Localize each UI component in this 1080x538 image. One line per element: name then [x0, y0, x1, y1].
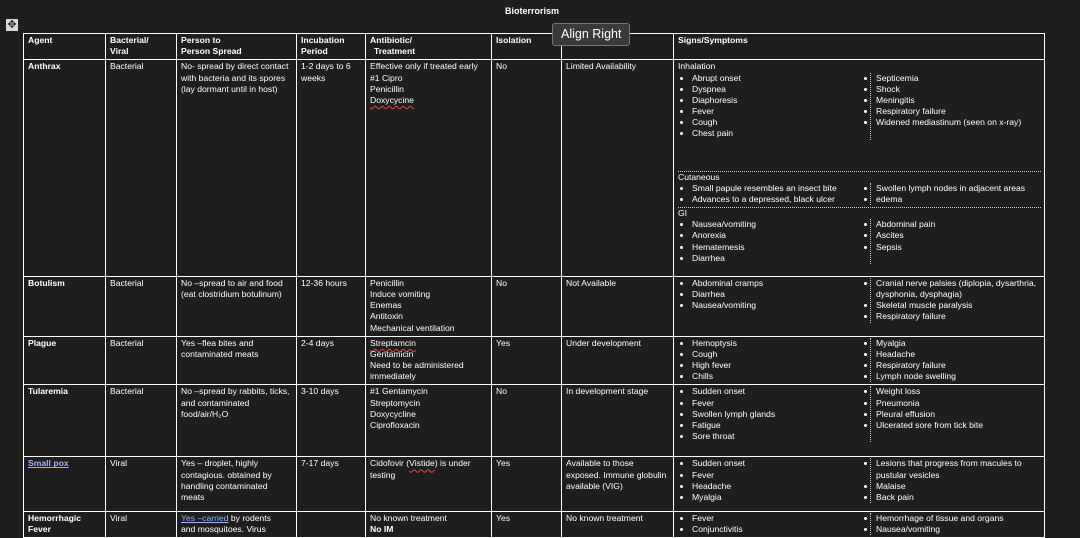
- agent-cell[interactable]: Small pox: [24, 457, 106, 512]
- signs-cell: [674, 457, 1045, 512]
- table-row-tularemia: [24, 385, 1045, 457]
- treatment-cell: Cidofovir (Vistide) is under testing: [366, 457, 492, 512]
- symptom-item: • Cranial nerve palsies (diplopia, dysarthria, dysphonia, dysphagia): [876, 278, 1041, 300]
- symptom-item: • Shock: [876, 84, 1041, 95]
- symptom-item: • Fatigue: [692, 420, 870, 431]
- header-spread: Person to Person Spread: [177, 34, 297, 60]
- spread-cell: Yes –flea bites and contaminated meats: [177, 336, 297, 385]
- table-row-hemorrhagic-fever: [24, 512, 1045, 538]
- symptom-item: • Respiratory failure: [876, 311, 1041, 322]
- incubation-cell: 1-2 days to 6 weeks: [297, 60, 366, 277]
- vaccine-cell: Limited Availability: [562, 60, 674, 277]
- spread-cell: No –spread by rabbits, ticks, and contaminated food/air/H₂O: [177, 385, 297, 457]
- symptom-item: • Abdominal cramps: [692, 278, 870, 289]
- table-row-anthrax: [24, 60, 1045, 277]
- agent-cell: Plague: [24, 336, 106, 385]
- signs-cell: [674, 276, 1045, 336]
- type-cell: Bacterial: [106, 276, 177, 336]
- symptom-item: • Myalgia: [876, 338, 1041, 349]
- symptom-item: • High fever: [692, 360, 870, 371]
- symptom-item: • Hemoptysis: [692, 338, 870, 349]
- symptom-item: • Fever: [692, 513, 870, 524]
- symptom-item: • Meningitis: [876, 95, 1041, 106]
- symptom-item: • Hemorrhage of tissue and organs: [876, 513, 1041, 524]
- symptom-item: • Sepsis: [876, 242, 1041, 253]
- isolation-cell: No: [492, 385, 562, 457]
- symptom-item: • Widened mediastinum (seen on x-ray): [876, 117, 1041, 128]
- spread-cell: No- spread by direct contact with bacteria and its spores (lay dormant until in host): [177, 60, 297, 277]
- type-cell: Bacterial: [106, 385, 177, 457]
- type-cell: Viral: [106, 512, 177, 538]
- align-right-tooltip: Align Right: [552, 23, 630, 46]
- symptom-item: • Back pain: [876, 492, 1041, 503]
- symptom-item: • Ascites: [876, 230, 1041, 241]
- symptom-item: • Sore throat: [692, 431, 870, 442]
- table-move-handle-icon[interactable]: ✥: [7, 19, 17, 31]
- symptom-item: • Pleural effusion: [876, 409, 1041, 420]
- signs-cell: [674, 336, 1045, 385]
- treatment-cell: Effective only if treated early #1 Cipro Penicillin Doxycycine: [366, 60, 492, 277]
- agent-cell: Anthrax: [24, 60, 106, 277]
- incubation-cell: 7-17 days: [297, 457, 366, 512]
- symptom-item: • Septicemia: [876, 73, 1041, 84]
- treatment-cell: Penicillin Induce vomiting Enemas Antitoxin Mechanical ventilation: [366, 276, 492, 336]
- symptom-item: • edema: [876, 194, 1041, 205]
- symptom-item: • Anorexia: [692, 230, 870, 241]
- symptom-item: • Swollen lymph glands: [692, 409, 870, 420]
- header-signs-symptoms: Signs/Symptoms: [674, 34, 1045, 60]
- symptom-item: • Swollen lymph nodes in adjacent areas: [876, 183, 1041, 194]
- type-cell: Bacterial: [106, 336, 177, 385]
- symptom-item: • Diarrhea: [692, 253, 870, 264]
- vaccine-cell: In development stage: [562, 385, 674, 457]
- type-cell: Bacterial: [106, 60, 177, 277]
- incubation-cell: [297, 512, 366, 538]
- symptom-item: • Abrupt onset: [692, 73, 870, 84]
- symptom-item: • Small papule resembles an insect bite: [692, 183, 870, 194]
- signs-cell: [674, 60, 1045, 277]
- spread-cell: Yes – droplet, highly contagious. obtained by handling contaminated meats: [177, 457, 297, 512]
- isolation-cell: Yes: [492, 512, 562, 538]
- symptom-item: • Fever: [692, 398, 870, 409]
- isolation-cell: Yes: [492, 457, 562, 512]
- isolation-cell: No: [492, 60, 562, 277]
- table-row-botulism: [24, 276, 1045, 336]
- treatment-cell: Streptamcin Gentamicin Need to be administered immediately: [366, 336, 492, 385]
- header-agent: Agent: [24, 34, 106, 60]
- incubation-cell: 12-36 hours: [297, 276, 366, 336]
- symptom-item: • Ulcerated sore from tick bite: [876, 420, 1041, 431]
- symptom-item: • Diaphoresis: [692, 95, 870, 106]
- header-incubation: Incubation Period: [297, 34, 366, 60]
- symptom-item: • Nausea/vomiting: [876, 524, 1041, 535]
- symptom-item: • Respiratory failure: [876, 360, 1041, 371]
- type-cell: Viral: [106, 457, 177, 512]
- isolation-cell: No: [492, 276, 562, 336]
- symptom-item: • Skeletal muscle paralysis: [876, 300, 1041, 311]
- symptom-item: • Conjunctivitis: [692, 524, 870, 535]
- vaccine-cell: Available to those exposed. Immune globulin available (VIG): [562, 457, 674, 512]
- vaccine-cell: No known treatment: [562, 512, 674, 538]
- symptom-item: • Dyspnea: [692, 84, 870, 95]
- symptom-item: • Nausea/vomiting: [692, 300, 870, 311]
- symptom-item: • Sudden onset: [692, 458, 870, 469]
- gi-section: GI • Nausea/vomiting • Anorexia • Hematemesis • Diarrhea • Abdominal pain • Ascites • Sepsis: [678, 208, 1041, 274]
- symptom-item: • Myalgia: [692, 492, 870, 503]
- header-treatment: Antibiotic/ Treatment: [366, 34, 492, 60]
- signs-cell: [674, 512, 1045, 538]
- symptom-item: • Sudden onset: [692, 386, 870, 397]
- symptom-item: • Fever: [692, 470, 870, 481]
- symptom-item: • Malaise: [876, 481, 1041, 492]
- treatment-cell: No known treatment No IM: [366, 512, 492, 538]
- table-row-plague: [24, 336, 1045, 385]
- symptom-item: • Headache: [876, 349, 1041, 360]
- symptom-item: • Diarrhea: [692, 289, 870, 300]
- bioterrorism-table: [23, 33, 1045, 538]
- symptom-item: • Chills: [692, 371, 870, 382]
- cutaneous-section: Cutaneous • Small papule resembles an insect bite • Advances to a depressed, black ulcer • Swollen lymph nodes in adjacent areas • edema: [678, 172, 1041, 209]
- symptom-item: • Respiratory failure: [876, 106, 1041, 117]
- symptom-item: • Headache: [692, 481, 870, 492]
- spread-cell: Yes –carried by rodents and mosquitoes. Virus: [177, 512, 297, 538]
- symptom-item: • Lesions that progress from macules to pustular vesicles: [876, 458, 1041, 480]
- header-type: Bacterial/ Viral: [106, 34, 177, 60]
- symptom-item: • Hematemesis: [692, 242, 870, 253]
- symptom-item: • Fever: [692, 106, 870, 117]
- symptom-item: • Chest pain: [692, 128, 870, 139]
- vaccine-cell: Under development: [562, 336, 674, 385]
- document-title: Bioterrorism: [504, 6, 559, 16]
- symptom-item: • Weight loss: [876, 386, 1041, 397]
- header-isolation: Isolation: [492, 34, 562, 60]
- vaccine-cell: Not Available: [562, 276, 674, 336]
- table-row-smallpox: [24, 457, 1045, 512]
- signs-cell: [674, 385, 1045, 457]
- symptom-item: • Cough: [692, 117, 870, 128]
- incubation-cell: 3-10 days: [297, 385, 366, 457]
- incubation-cell: 2-4 days: [297, 336, 366, 385]
- spread-cell: No –spread to air and food (eat clostridium botulinum): [177, 276, 297, 336]
- header-row: [24, 34, 1045, 60]
- symptom-item: • Cough: [692, 349, 870, 360]
- treatment-cell: #1 Gentamycin Streptomycin Doxycycline Ciprofloxacin: [366, 385, 492, 457]
- symptom-item: • Abdominal pain: [876, 219, 1041, 230]
- symptom-item: • Lymph node swelling: [876, 371, 1041, 382]
- symptom-item: • Advances to a depressed, black ulcer: [692, 194, 870, 205]
- agent-cell: Botulism: [24, 276, 106, 336]
- symptom-item: • Nausea/vomiting: [692, 219, 870, 230]
- agent-cell: Hemorrhagic Fever: [24, 512, 106, 538]
- inhalation-section: Inhalation • Abrupt onset • Dyspnea • Diaphoresis • Fever • Cough • Chest pain • Septicemia • Shock • Meningitis • Respiratory failure • Widened mediastinum (seen on x-ray): [678, 61, 1041, 171]
- symptom-item: • Pneumonia: [876, 398, 1041, 409]
- isolation-cell: Yes: [492, 336, 562, 385]
- agent-cell: Tularemia: [24, 385, 106, 457]
